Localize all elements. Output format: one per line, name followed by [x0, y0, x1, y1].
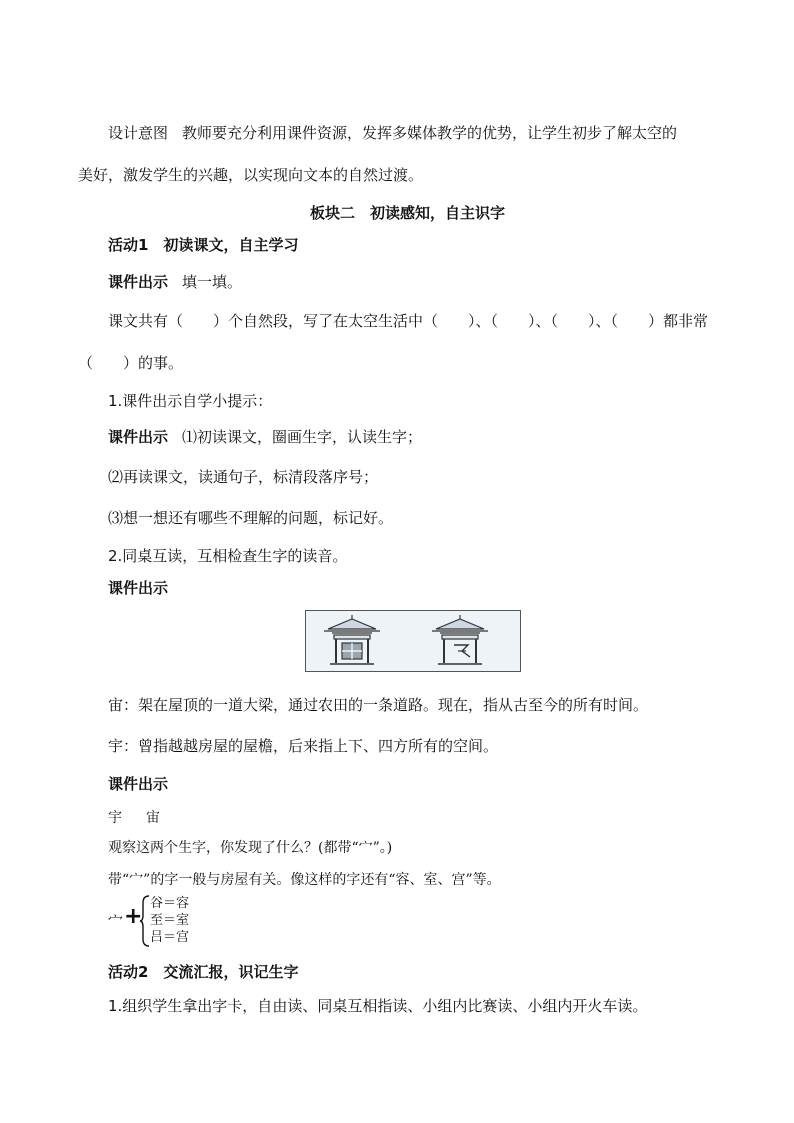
- char-zhou: 宙: [146, 810, 160, 826]
- section-title: 板块二 初读感知，自主识字: [310, 204, 506, 222]
- activity2-step1: 1.组织学生拿出字卡，自由读、同桌互相指读、小组内比赛读、小组内开火车读。: [108, 997, 648, 1015]
- character-origin-figure: [305, 610, 521, 672]
- design-intent-line1: [108, 123, 677, 143]
- pavilion-icon-zhou: [324, 615, 380, 664]
- courseware-label: 课件出示: [108, 273, 169, 291]
- char-yu: 宇: [108, 810, 122, 826]
- zhou-explanation: 宙：架在屋顶的一道大梁，通过农田的一条道路。现在，指从古至今的所有时间。: [108, 696, 649, 714]
- observe-question: 观察这两个生字，你发现了什么？(都带“宀”。): [108, 840, 393, 856]
- plus-sign: +: [124, 904, 143, 929]
- courseware-label: 课件出示: [108, 579, 169, 597]
- combo-item: 谷＝容: [150, 896, 190, 911]
- combo-item: 吕＝宫: [150, 930, 190, 945]
- activity1-title: 活动1 初读课文，自主学习: [108, 236, 299, 254]
- design-intent-line2: 美好，激发学生的兴趣，以实现向文本的自然过渡。: [78, 166, 424, 184]
- combo-list: [150, 895, 189, 946]
- radical-combination: [108, 895, 228, 947]
- tip-2: ⑵再读课文，读通句子，标清段落序号；: [108, 468, 379, 486]
- fill-blank-line1: 课文共有（ ）个自然段，写了在太空生活中（ ）、（ ）、（ ）、（ ）都非常: [108, 312, 709, 330]
- design-intent-text-1: 教师要充分利用课件资源，发挥多媒体教学的优势，让学生初步了解太空的: [182, 124, 678, 142]
- tip-intro: 1.课件出示自学小提示：: [108, 392, 273, 410]
- brace-icon: [140, 895, 150, 947]
- courseware-label: 课件出示: [108, 428, 169, 446]
- pavilion-icon-yu: [432, 615, 488, 664]
- tip-1: ⑴初读课文，圈画生字，认读生字；: [182, 428, 423, 446]
- fill-blank-line2: （ ）的事。: [78, 354, 184, 372]
- new-characters: [108, 808, 160, 828]
- design-intent-label: 设计意图: [108, 124, 169, 142]
- tip-line-1: [108, 427, 422, 447]
- courseware-label: 课件出示: [108, 775, 169, 793]
- radical: 宀: [108, 912, 124, 930]
- combo-item: 至＝室: [150, 913, 190, 928]
- pavilion-illustrations: [306, 611, 520, 671]
- related-characters: 带“宀”的字一般与房屋有关。像这样的字还有“容、室、宫”等。: [108, 872, 501, 888]
- activity2-title: 活动2 交流汇报，识记生字: [108, 963, 299, 981]
- tip-3: ⑶想一想还有哪些不理解的问题，标记好。: [108, 509, 394, 527]
- step-2: 2.同桌互读，互相检查生字的读音。: [108, 547, 348, 565]
- yu-explanation: 宇：曾指越越房屋的屋檐，后来指上下、四方所有的空间。: [108, 737, 499, 755]
- fill-instruction: 填一填。: [182, 273, 243, 291]
- courseware-line-1: [108, 272, 242, 292]
